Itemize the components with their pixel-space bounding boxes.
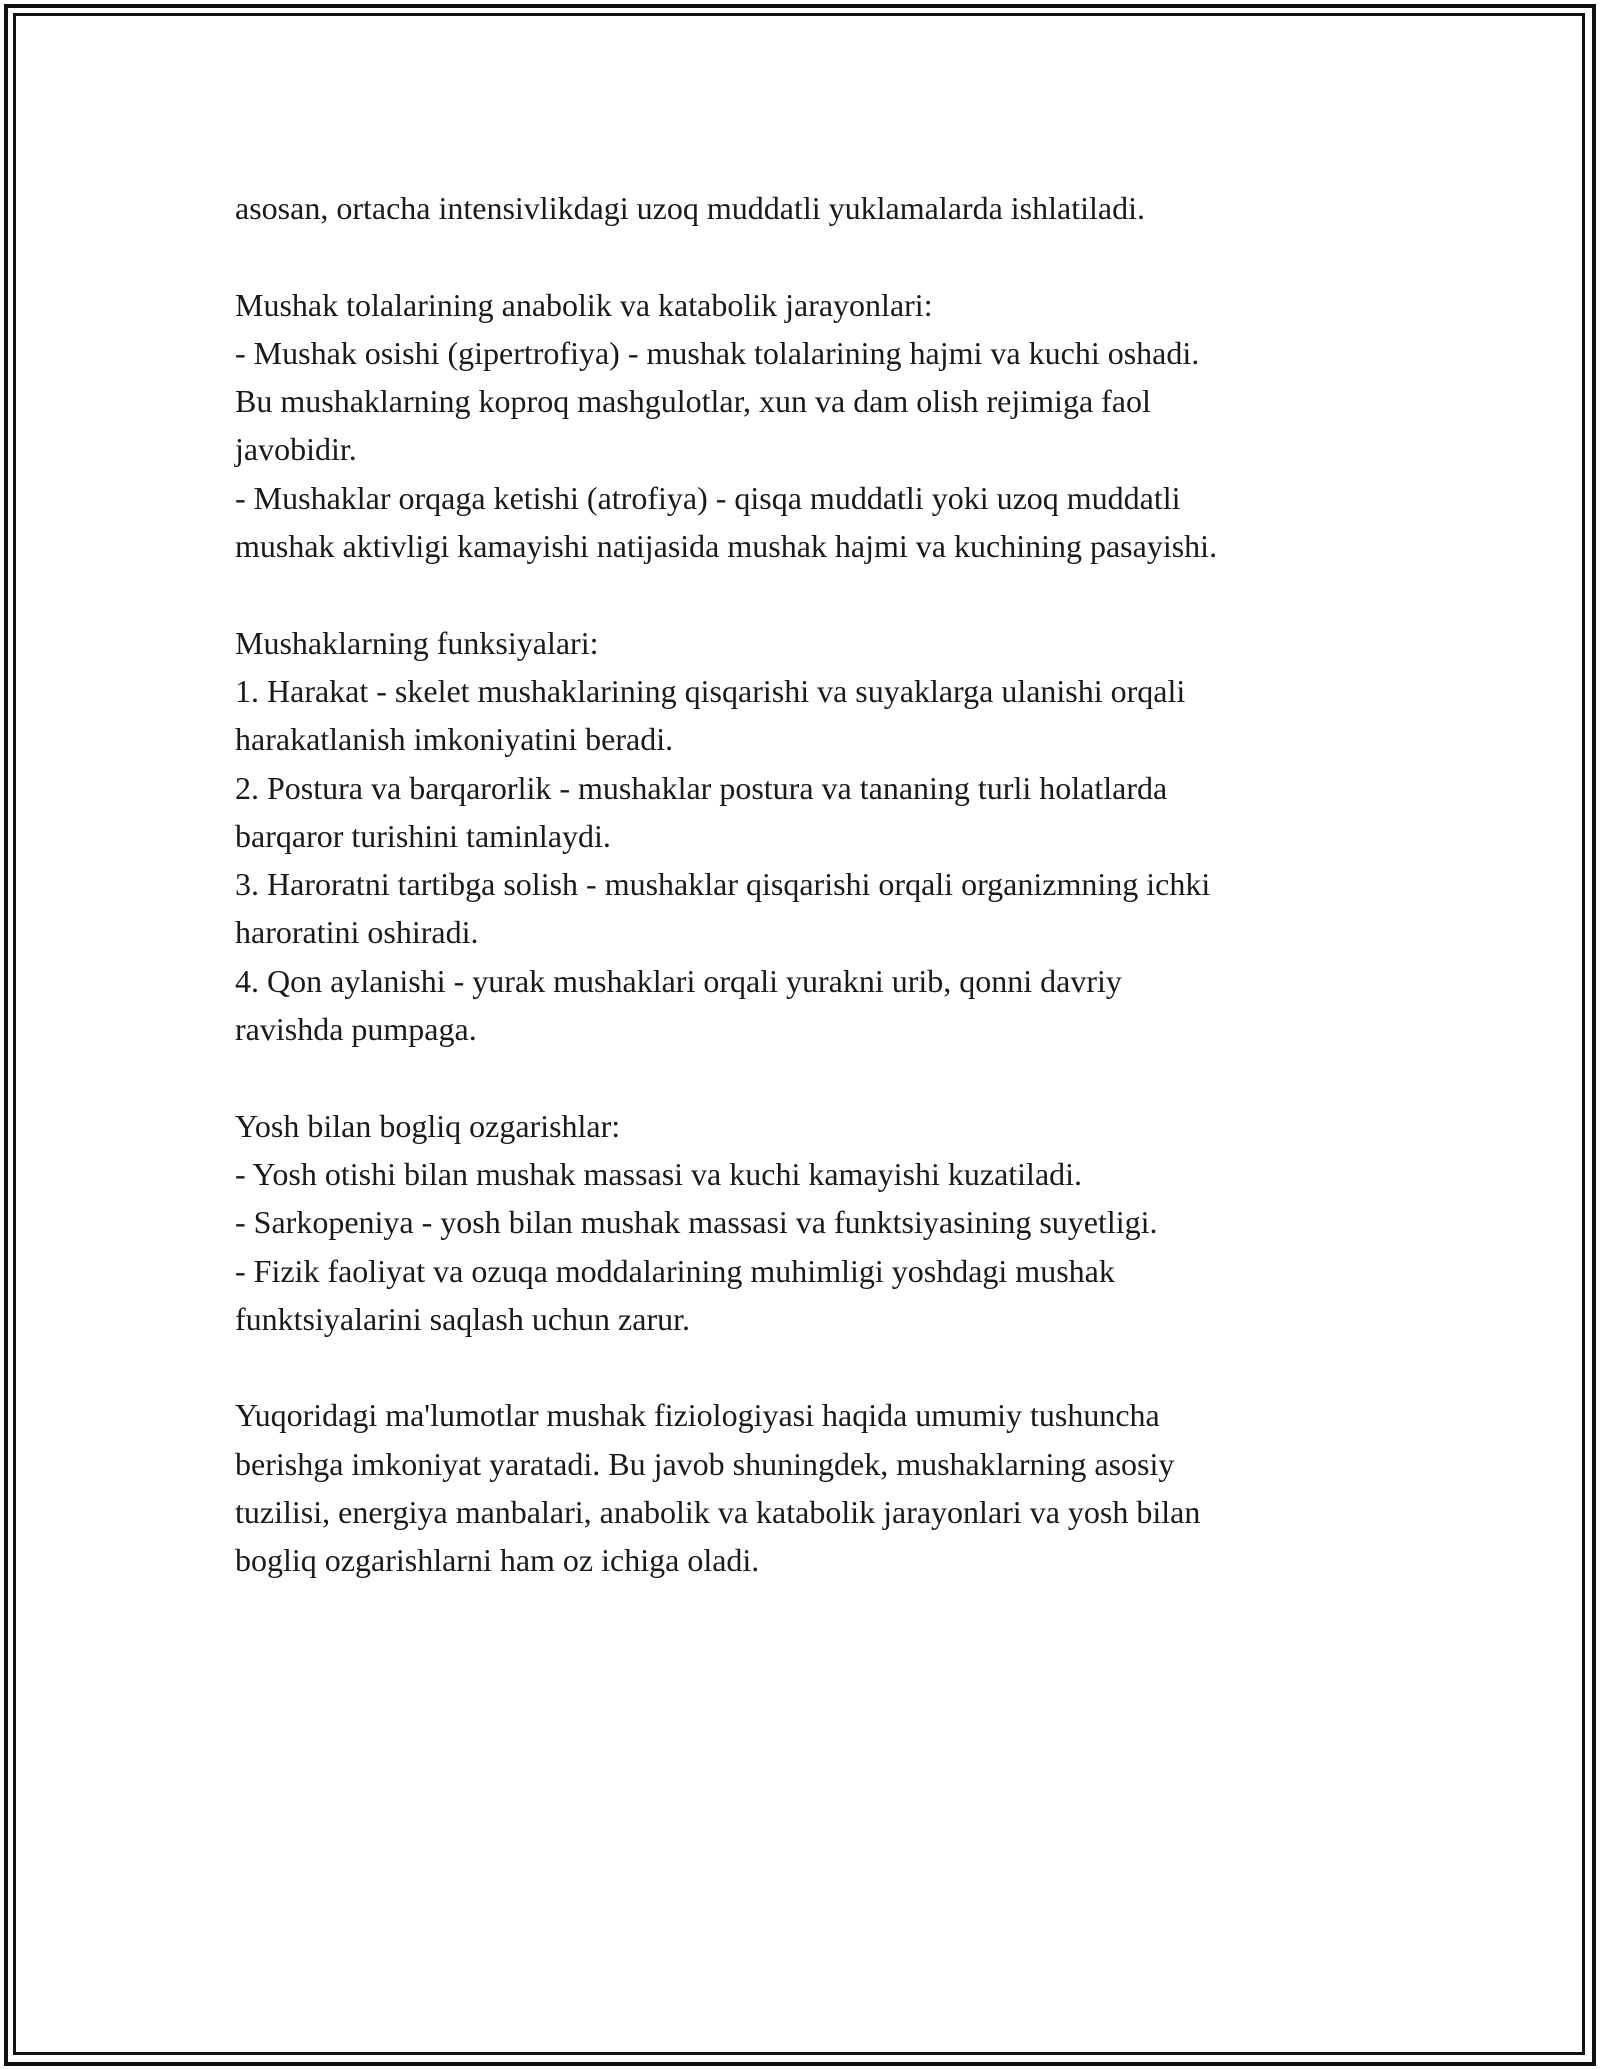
text-line: barqaror turishini taminlaydi. <box>235 817 611 854</box>
paragraph-anabolic-catabolic <box>235 281 1415 571</box>
text-line: mushak aktivligi kamayishi natijasida mushak hajmi va kuchining pasayishi. <box>235 528 1218 565</box>
text-line: tuzilisi, energiya manbalari, anabolik va katabolik jarayonlari va yosh bilan <box>235 1494 1201 1531</box>
section-heading: Yosh bilan bogliq ozgarishlar: <box>235 1107 621 1144</box>
section-heading: Mushak tolalarining anabolik va katabolik jarayonlari: <box>235 286 933 323</box>
text-line: - Yosh otishi bilan mushak massasi va kuchi kamayishi kuzatiladi. <box>235 1155 1083 1192</box>
text-line: javobidir. <box>235 431 357 468</box>
text-line: Bu mushaklarning koproq mashgulotlar, xun va dam olish rejimiga faol <box>235 383 1151 420</box>
text-line: - Sarkopeniya - yosh bilan mushak massasi va funktsiyasining suyetligi. <box>235 1204 1158 1241</box>
text-line: Yuqoridagi ma'lumotlar mushak fiziologiyasi haqida umumiy tushuncha <box>235 1397 1160 1434</box>
text-line: asosan, ortacha intensivlikdagi uzoq muddatli yuklamalarda ishlatiladi. <box>235 190 1145 226</box>
text-line: 2. Postura va barqarorlik - mushaklar postura va tananing turli holatlarda <box>235 769 1168 806</box>
paragraph-age-changes <box>235 1102 1415 1343</box>
text-line: - Mushak osishi (gipertrofiya) - mushak tolalarining hajmi va kuchi oshadi. <box>235 334 1200 371</box>
document-body <box>235 184 1415 1585</box>
text-line: 1. Harakat - skelet mushaklarining qisqarishi va suyaklarga ulanishi orqali <box>235 672 1186 709</box>
text-line: - Fizik faoliyat va ozuqa moddalarining muhimligi yoshdagi mushak <box>235 1252 1115 1289</box>
text-line: 3. Haroratni tartibga solish - mushaklar qisqarishi orqali organizmning ichki <box>235 866 1211 903</box>
text-line: harakatlanish imkoniyatini beradi. <box>235 721 674 758</box>
paragraph-continuation <box>235 184 1415 232</box>
text-line: - Mushaklar orqaga ketishi (atrofiya) - qisqa muddatli yoki uzoq muddatli <box>235 479 1181 516</box>
paragraph-conclusion <box>235 1391 1415 1584</box>
text-line: berishga imkoniyat yaratadi. Bu javob shuningdek, mushaklarning asosiy <box>235 1445 1175 1482</box>
text-line: ravishda pumpaga. <box>235 1011 477 1048</box>
text-line: funktsiyalarini saqlash uchun zarur. <box>235 1300 690 1337</box>
text-line: 4. Qon aylanishi - yurak mushaklari orqali yurakni urib, qonni davriy <box>235 962 1122 999</box>
section-heading: Mushaklarning funksiyalari: <box>235 624 599 661</box>
text-line: haroratini oshiradi. <box>235 914 479 951</box>
text-line: bogliq ozgarishlarni ham oz ichiga oladi. <box>235 1542 760 1579</box>
paragraph-muscle-functions <box>235 619 1415 1054</box>
